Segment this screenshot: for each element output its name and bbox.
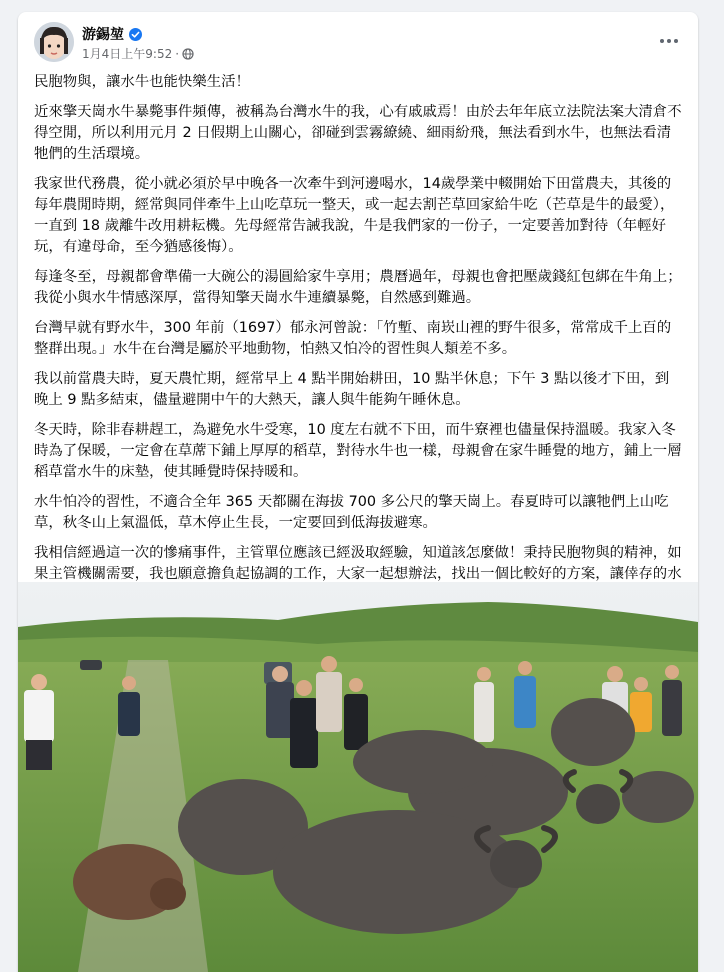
post-paragraph: 近來擎天崗水牛暴斃事件頻傳，被稱為台灣水牛的我，心有戚戚焉！由於去年年底立法院法案大清倉不得空閒，所以利用元月 2 日假期上山關心，卻碰到雲霧繚繞、細雨紛飛，無法看到水牛，也無法看清牠們的生活環境。 xyxy=(34,104,682,162)
verified-badge-icon xyxy=(129,28,142,41)
post-header xyxy=(18,12,698,72)
author-name[interactable]: 游錫堃 xyxy=(82,27,124,43)
post-paragraph: 民胞物與，讓水牛也能快樂生活！ xyxy=(34,74,250,90)
post-card xyxy=(18,12,698,972)
post-paragraph: 我以前當農夫時，夏天農忙期，經常早上 4 點半開始耕田，10 點半休息；下午 3 點以後才下田，到晚上 9 點多結束，儘量避開中午的大熱天，讓人與牛能夠午睡休息。 xyxy=(34,371,670,408)
post-paragraph: 水牛怕冷的習性，不適合全年 365 天都關在海拔 700 多公尺的擎天崗上。春夏時可以讓牠們上山吃草，秋冬山上氣溫低，草木停止生長，一定要回到低海拔避寒。 xyxy=(34,494,669,531)
post-paragraph: 我家世代務農，從小就必須於早中晚各一次牽牛到河邊喝水，14歲學業中輟開始下田當農夫，其後的每年農閒時期，經常與同伴牽牛上山吃草玩一整天，或一起去割芒草回家給牛吃（芒草是牛的最愛），一直到 18 歲離牛改用耕耘機。先母經常告誡我說，牛是我們家的一份子，一定要善加對待（年輕好玩，有違母命，至今猶感後悔）。 xyxy=(34,176,675,255)
more-options-icon[interactable] xyxy=(654,26,684,56)
post-paragraph: 我相信經過這一次的慘痛事件，主管單位應該已經汲取經驗，知道該怎麼做！秉持民胞物與的精神，如果主管機關需要，我也願意擔負起協調的工作，大家一起想辦法，找出一個比較好的方案，讓倖存的水 xyxy=(34,545,682,582)
author-avatar[interactable] xyxy=(34,22,74,62)
post-timestamp[interactable]: 1月4日上午9:52 xyxy=(82,47,173,61)
meta-separator: · xyxy=(175,46,180,61)
post-paragraph: 每逢冬至，母親都會準備一大碗公的湯圓給家牛享用；農曆過年，母親也會把壓歲錢紅包綁在牛角上；我從小與水牛情感深厚，當得知擎天崗水牛連續暴斃，自然感到難過。 xyxy=(34,269,682,306)
post-body xyxy=(34,72,682,636)
post-paragraph: 台灣早就有野水牛，300 年前（1697）郁永河曾說：「竹塹、南崁山裡的野牛很多，常常成千上百的整群出現。」水牛在台灣是屬於平地動物，怕熱又怕冷的習性與人類差不多。 xyxy=(34,320,672,357)
globe-icon[interactable] xyxy=(182,48,194,60)
author-name-row xyxy=(82,24,142,44)
post-photo[interactable] xyxy=(18,582,698,972)
post-paragraph: 冬天時，除非春耕趕工，為避免水牛受寒，10 度左右就不下田，而牛寮裡也儘量保持溫暖。我家入冬時為了保暖，一定會在草蓆下鋪上厚厚的稻草，對待水牛也一樣，母親會在家牛睡覺的地方，鋪上一層稻草當水牛的床墊，使其睡覺時保持暖和。 xyxy=(34,422,682,480)
post-meta xyxy=(82,45,194,62)
